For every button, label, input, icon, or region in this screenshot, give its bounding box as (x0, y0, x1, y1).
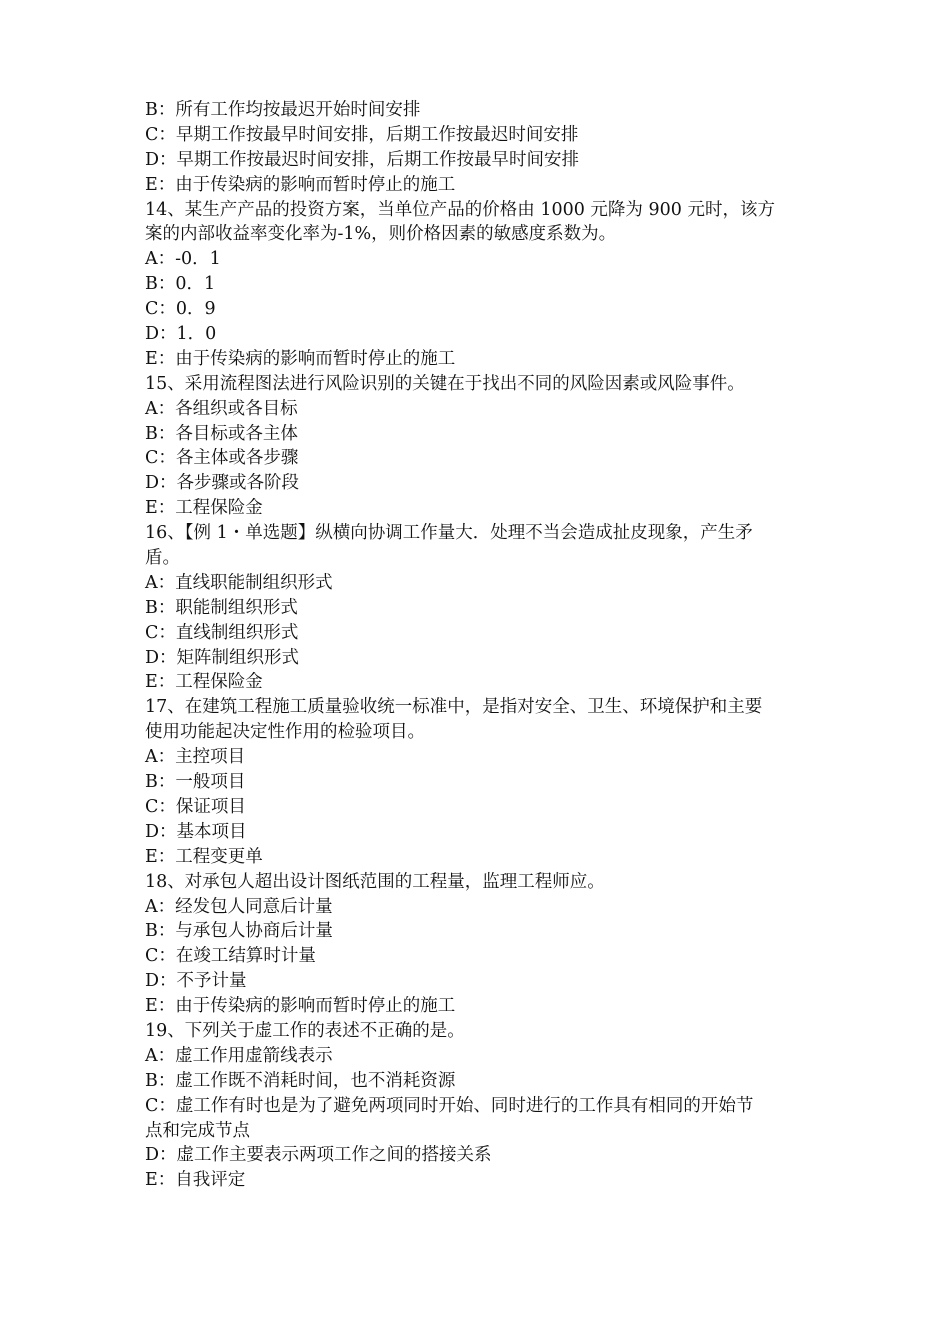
text-line: D：早期工作按最迟时间安排，后期工作按最早时间安排 (145, 149, 580, 170)
text-line: C：虚工作有时也是为了避免两项同时开始、同时进行的工作具有相同的开始节 (145, 1095, 754, 1116)
text-line: C：直线制组织形式 (145, 622, 299, 643)
text-line: E：工程保险金 (145, 498, 263, 519)
text-line: D：虚工作主要表示两项工作之间的搭接关系 (145, 1145, 492, 1166)
text-line: E：由于传染病的影响而暂时停止的施工 (145, 996, 456, 1017)
text-line: C：保证项目 (145, 796, 246, 817)
text-line: C：在竣工结算时计量 (145, 946, 316, 967)
text-line: 点和完成节点 (145, 1120, 250, 1141)
text-line: A：-0．1 (145, 249, 221, 270)
question-14-line-2: 案的内部收益率变化率为-1%，则价格因素的敏感度系数为。 (145, 224, 617, 245)
text-line: C：各主体或各步骤 (145, 448, 299, 469)
text-line: D：矩阵制组织形式 (145, 647, 300, 668)
text-line: B：虚工作既不消耗时间，也不消耗资源 (145, 1070, 456, 1091)
text-line: A：直线职能制组织形式 (145, 572, 333, 593)
text-line: B：所有工作均按最迟开始时间安排 (145, 100, 421, 120)
text-line: E：自我评定 (145, 1170, 246, 1191)
text-line: A：经发包人同意后计量 (145, 896, 333, 917)
question-14-line-1: 14、某生产产品的投资方案，当单位产品的价格由 1000 元降为 900 元时，该方 (145, 199, 775, 220)
text-line: B：各目标或各主体 (145, 423, 298, 444)
question-18: 18、对承包人超出设计图纸范围的工程量，监理工程师应。 (145, 871, 605, 892)
text-line: C：0．9 (145, 299, 216, 320)
text-line: B：与承包人协商后计量 (145, 921, 333, 942)
text-line: D：1．0 (145, 324, 217, 345)
question-16-line-1: 16、【例 1・单选题】纵横向协调工作量大．处理不当会造成扯皮现象，产生矛 (145, 523, 753, 544)
text-line: E：由于传染病的影响而暂时停止的施工 (145, 348, 456, 369)
question-19: 19、下列关于虚工作的表述不正确的是。 (145, 1020, 465, 1041)
text-line: C：早期工作按最早时间安排，后期工作按最迟时间安排 (145, 124, 579, 145)
document-page (145, 98, 825, 1193)
question-15: 15、采用流程图法进行风险识别的关键在于找出不同的风险因素或风险事件。 (145, 373, 745, 394)
question-16-line-2: 盾。 (145, 548, 180, 569)
text-line: E：工程保险金 (145, 672, 263, 693)
text-line: D：不予计量 (145, 971, 247, 992)
text-line: D：各步骤或各阶段 (145, 473, 300, 494)
text-line: A：主控项目 (145, 747, 246, 768)
question-17-line-1: 17、在建筑工程施工质量验收统一标准中，是指对安全、卫生、环境保护和主要 (145, 697, 763, 718)
question-17-line-2: 使用功能起决定性作用的检验项目。 (145, 722, 425, 743)
text-line: D：基本项目 (145, 821, 247, 842)
text-line: B：一般项目 (145, 772, 246, 793)
text-line: E：工程变更单 (145, 846, 263, 867)
text-line: B：0．1 (145, 274, 216, 295)
text-line: A：各组织或各目标 (145, 398, 298, 419)
text-line: A：虚工作用虚箭线表示 (145, 1045, 333, 1066)
text-line: B：职能制组织形式 (145, 597, 298, 618)
text-line: E：由于传染病的影响而暂时停止的施工 (145, 174, 456, 195)
